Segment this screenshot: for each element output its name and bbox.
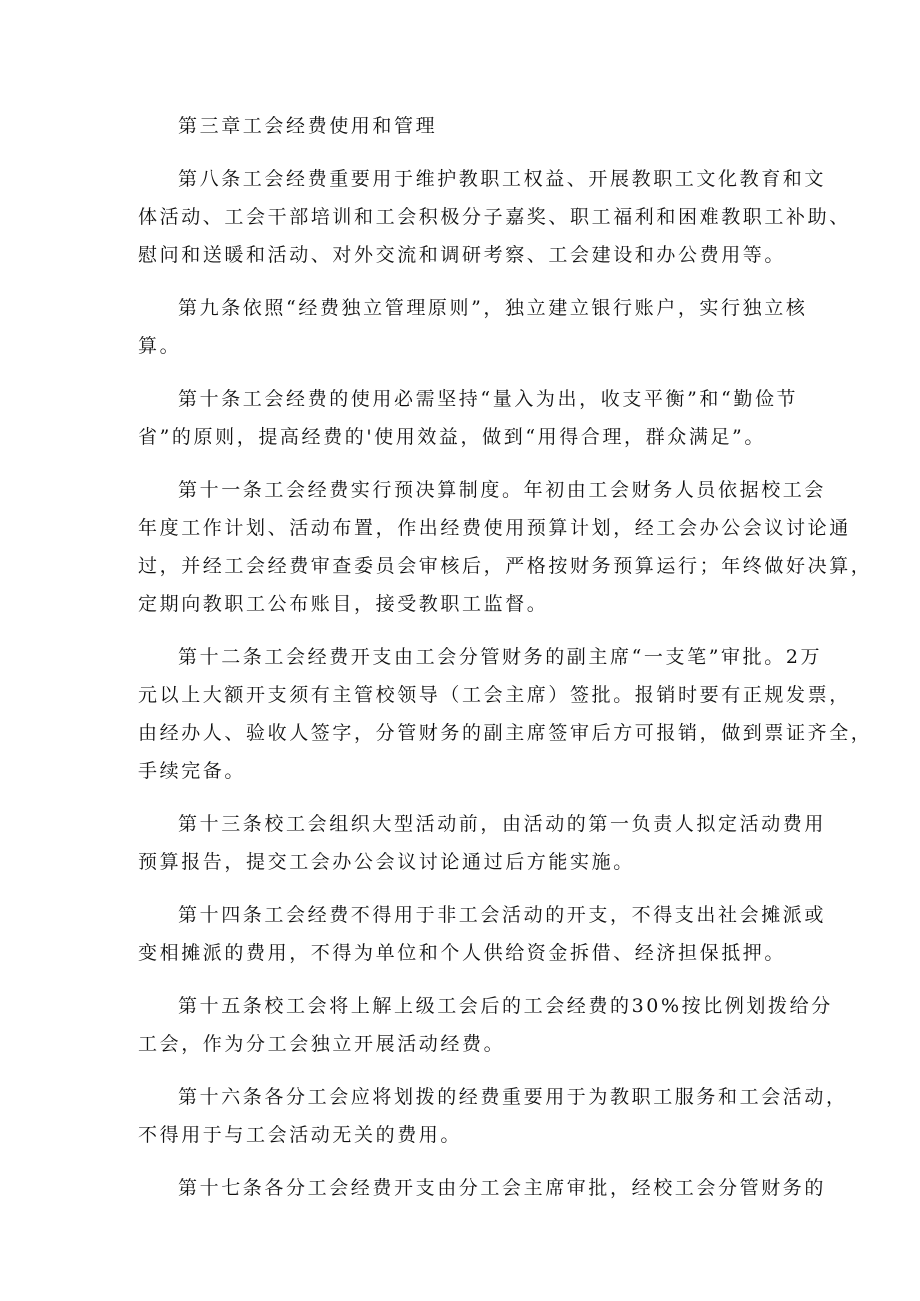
paragraph-line: 定期向教职工公布账目，接受教职工监督。 <box>138 593 549 615</box>
paragraph-line: 第八条工会经费重要用于维护教职工权益、开展教职工文化教育和文 <box>178 168 827 190</box>
article-14 <box>138 896 827 972</box>
paragraph-line: 工会，作为分工会独立开展活动经费。 <box>138 1033 506 1055</box>
paragraph-line: 第十七条各分工会经费开支由分工会主席审批，经校工会分管财务的 <box>178 1177 827 1199</box>
article-17 <box>138 1169 827 1207</box>
chapter-title: 第三章工会经费使用和管理 <box>178 115 438 137</box>
paragraph-line: 第十五条校工会将上解上级工会后的工会经费的30%按比例划拨给分 <box>178 995 833 1017</box>
paragraph-line: 过，并经工会经费审查委员会审核后，严格按财务预算运行；年终做好决算， <box>138 555 873 577</box>
paragraph-line: 第十二条工会经费开支由工会分管财务的副主席“一支笔”审批。2万 <box>178 646 823 668</box>
article-11 <box>138 471 873 623</box>
paragraph-line: 不得用于与工会活动无关的费用。 <box>138 1124 463 1146</box>
paragraph-line: 第十一条工会经费实行预决算制度。年初由工会财务人员依据校工会 <box>178 479 827 501</box>
paragraph-line: 预算报告，提交工会办公会议讨论通过后方能实施。 <box>138 851 635 873</box>
paragraph-line: 年度工作计划、活动布置，作出经费使用预算计划，经工会办公会议讨论通 <box>138 517 851 539</box>
paragraph-line: 由经办人、验收人签字，分管财务的副主席签审后方可报销，做到票证齐全， <box>138 722 873 744</box>
paragraph-line: 手续完备。 <box>138 760 247 782</box>
article-10 <box>138 380 799 456</box>
paragraph-line: 省”的原则，提高经费的'使用效益，做到“用得合理，群众满足”。 <box>138 426 766 448</box>
article-16 <box>138 1078 848 1154</box>
paragraph-line: 第十六条各分工会应将划拨的经费重要用于为教职工服务和工会活动， <box>178 1086 848 1108</box>
paragraph-line: 算。 <box>138 335 182 357</box>
paragraph-line: 第十条工会经费的使用必需坚持“量入为出，收支平衡”和“勤俭节 <box>178 388 799 410</box>
paragraph-line: 元以上大额开支须有主管校领导（工会主席）签批。报销时要有正规发票， <box>138 684 851 706</box>
article-8 <box>138 160 851 274</box>
paragraph-line: 变相摊派的费用，不得为单位和个人供给资金拆借、经济担保抵押。 <box>138 942 787 964</box>
article-9 <box>138 289 808 365</box>
paragraph-line: 第九条依照“经费独立管理原则”，独立建立银行账户，实行独立核 <box>178 297 808 319</box>
document-page <box>138 107 873 1222</box>
paragraph-line: 体活动、工会干部培训和工会积极分子嘉奖、职工福利和困难教职工补助、 <box>138 206 851 228</box>
paragraph-line: 第十四条工会经费不得用于非工会活动的开支，不得支出社会摊派或 <box>178 904 827 926</box>
paragraph-line: 慰问和送暖和活动、对外交流和调研考察、工会建设和办公费用等。 <box>138 244 787 266</box>
paragraph-line: 第十三条校工会组织大型活动前，由活动的第一负责人拟定活动费用 <box>178 813 827 835</box>
article-13 <box>138 805 827 881</box>
article-15 <box>138 987 833 1063</box>
article-12 <box>138 638 873 790</box>
